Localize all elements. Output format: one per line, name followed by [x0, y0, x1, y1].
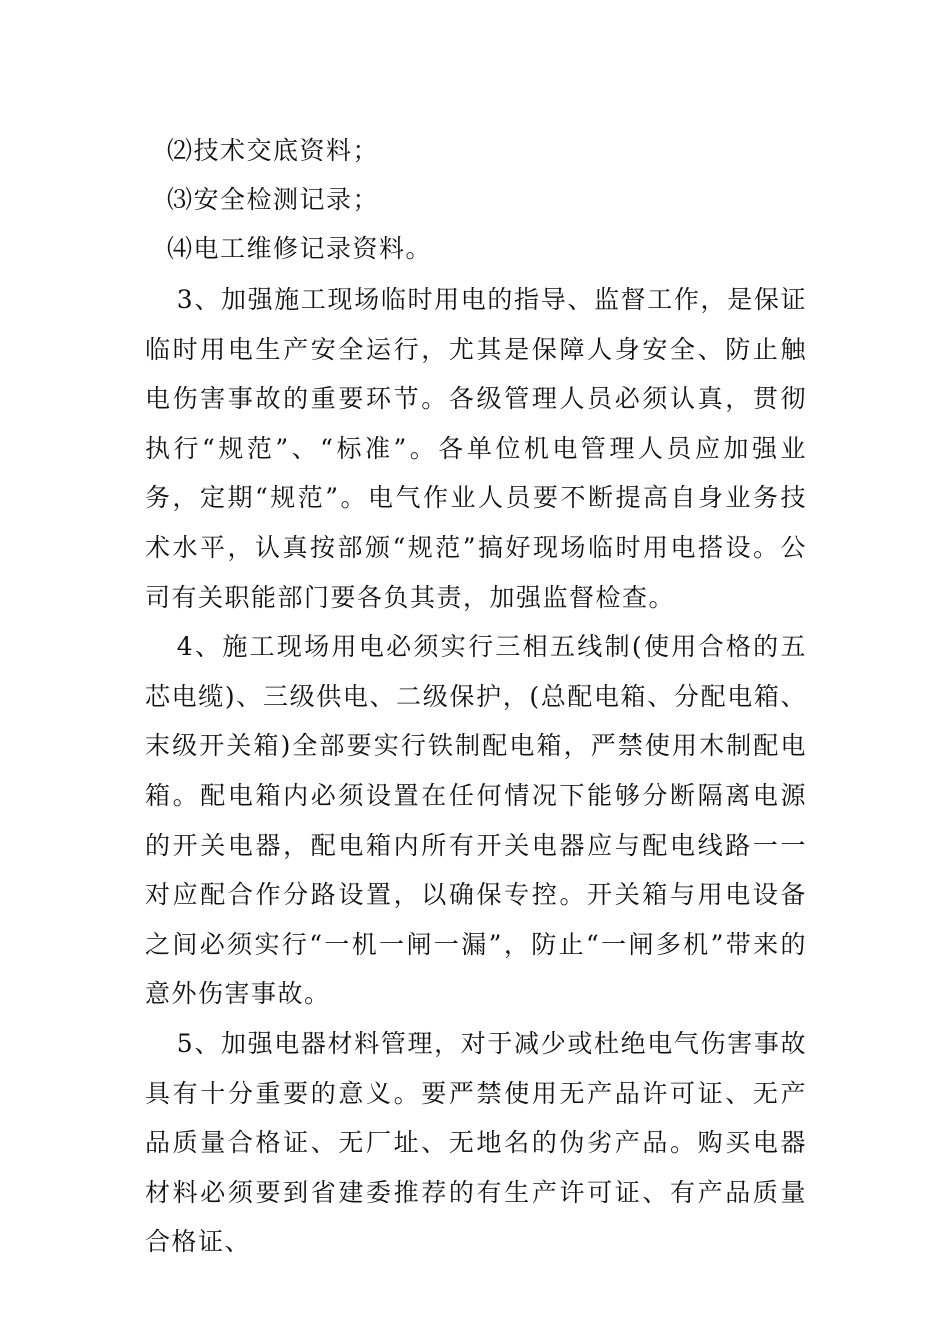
paragraph-5: 5、加强电器材料管理，对于减少或杜绝电气伤害事故具有十分重要的意义。要严禁使用无产品许可证、无产品质量合格证、无厂址、无地名的伪劣产品。购买电器材料必须要到省建委推荐的有生产许可证、有产品质量合格证、 — [145, 1028, 807, 1257]
list-item: ⑷电工维修记录资料。 — [167, 234, 433, 263]
paragraph-4: 4、施工现场用电必须实行三相五线制(使用合格的五芯电缆)、三级供电、二级保护，(总配电箱、分配电箱、末级开关箱)全部要实行铁制配电箱，严禁使用木制配电箱。配电箱内必须设置在任何情况下能够分断隔离电源的开关电器，配电箱内所有开关电器应与配电线路一一对应配合作分路设置，以确保专控。开关箱与用电设备之间必须实行“一机一闸一漏”，防止“一闸多机”带来的意外伤害事故。 — [145, 632, 807, 1009]
paragraph-3: 3、加强施工现场临时用电的指导、监督工作，是保证临时用电生产安全运行，尤其是保障人身安全、防止触电伤害事故的重要环节。各级管理人员必须认真，贯彻执行“规范”、“标准”。各单位机电管理人员应加强业务，定期“规范”。电气作业人员要不断提高自身业务技术水平，认真按部颁“规范”搞好现场临时用电搭设。公司有关职能部门要各负其责，加强监督检查。 — [145, 285, 807, 612]
list-item: ⑶安全检测记录； — [167, 185, 380, 214]
record-list — [145, 126, 807, 273]
list-item: ⑵技术交底资料； — [167, 136, 380, 165]
document-body — [145, 126, 807, 1267]
